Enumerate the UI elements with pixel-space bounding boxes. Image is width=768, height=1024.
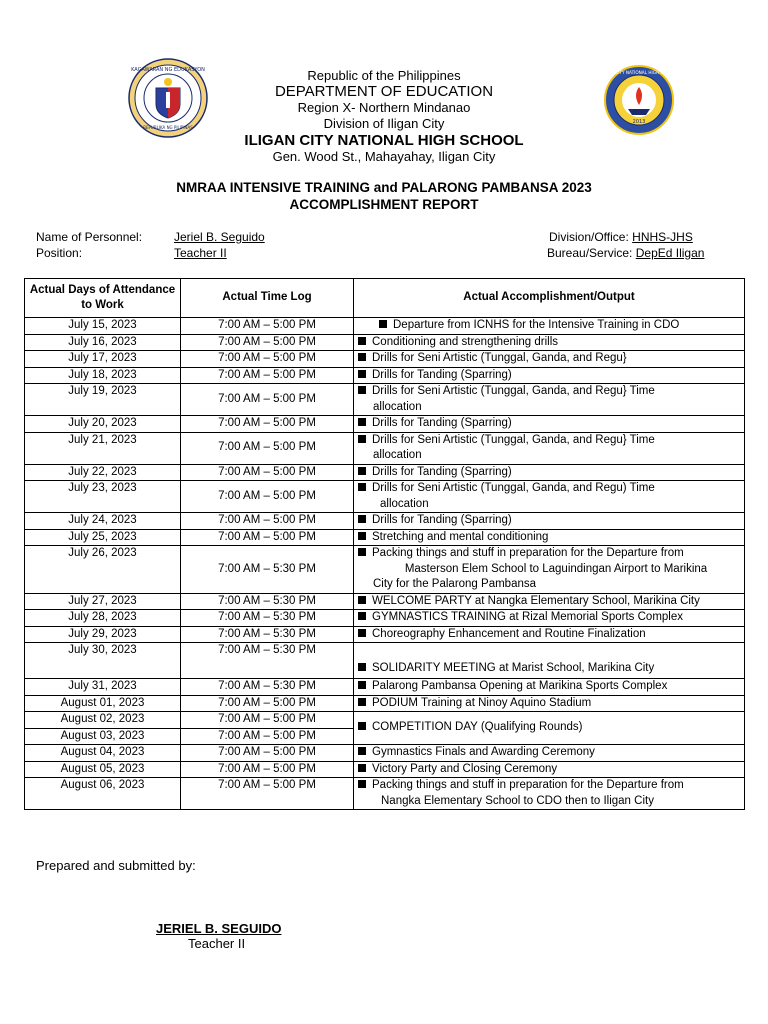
table-row <box>25 481 745 513</box>
row-date: July 18, 2023 <box>25 367 181 384</box>
department-line: DEPARTMENT OF EDUCATION <box>274 83 494 100</box>
row-time: 7:00 AM – 5:00 PM <box>181 351 354 368</box>
table-row <box>25 761 745 778</box>
bullet-icon <box>358 722 366 730</box>
row-date: July 26, 2023 <box>25 546 181 594</box>
bullet-icon <box>358 483 366 491</box>
personnel-name-label: Name of Personnel: <box>36 230 143 244</box>
row-activity: Packing things and stuff in preparation for the Departure from Masterson Elem School to Laguindingan Airport to Marikina City for the Palarong Pambansa <box>354 546 745 594</box>
bullet-icon <box>358 548 366 556</box>
row-time: 7:00 AM – 5:00 PM <box>181 513 354 530</box>
row-date: July 24, 2023 <box>25 513 181 530</box>
row-activity: Drills for Tanding (Sparring) <box>354 464 745 481</box>
row-date: July 19, 2023 <box>25 384 181 416</box>
row-activity: Drills for Seni Artistic (Tunggal, Ganda, and Regu} Time allocation <box>354 384 745 416</box>
row-date: July 15, 2023 <box>25 318 181 335</box>
row-time: 7:00 AM – 5:30 PM <box>181 643 354 679</box>
row-activity: Drills for Tanding (Sparring) <box>354 513 745 530</box>
bureau-service-value: DepEd Iligan <box>635 246 705 260</box>
row-activity: Drills for Seni Artistic (Tunggal, Ganda, and Regu) Time allocation <box>354 481 745 513</box>
row-activity: Stretching and mental conditioning <box>354 529 745 546</box>
table-row <box>25 610 745 627</box>
school-seal-text: ILIGAN CITY NATIONAL HIGH SCHOOL <box>599 70 679 75</box>
row-date: July 28, 2023 <box>25 610 181 627</box>
row-date: July 29, 2023 <box>25 626 181 643</box>
row-date: July 30, 2023 <box>25 643 181 679</box>
bullet-icon <box>358 629 366 637</box>
school-address: Gen. Wood St., Mahayahay, Iligan City <box>272 149 496 164</box>
table-row <box>25 351 745 368</box>
position-row <box>36 245 227 261</box>
row-activity: Palarong Pambansa Opening at Marikina Sports Complex <box>354 679 745 696</box>
row-time: 7:00 AM – 5:00 PM <box>181 464 354 481</box>
row-time: 7:00 AM – 5:00 PM <box>181 728 354 745</box>
row-date: August 05, 2023 <box>25 761 181 778</box>
row-activity: Drills for Tanding (Sparring) <box>354 367 745 384</box>
bullet-icon <box>358 370 366 378</box>
table-header-row <box>25 279 745 318</box>
row-time: 7:00 AM – 5:00 PM <box>181 367 354 384</box>
row-date: August 01, 2023 <box>25 695 181 712</box>
row-time: 7:00 AM – 5:30 PM <box>181 610 354 627</box>
row-date: August 03, 2023 <box>25 728 181 745</box>
row-activity: PODIUM Training at Ninoy Aquino Stadium <box>354 695 745 712</box>
row-activity: SOLIDARITY MEETING at Marist School, Marikina City <box>354 643 745 679</box>
bullet-icon <box>358 418 366 426</box>
row-date: July 23, 2023 <box>25 481 181 513</box>
row-time: 7:00 AM – 5:00 PM <box>181 778 354 810</box>
table-row <box>25 695 745 712</box>
deped-seal-subtext: REPUBLIKA NG PILIPINAS <box>143 125 193 130</box>
bullet-icon <box>358 337 366 345</box>
row-time: 7:00 AM – 5:30 PM <box>181 679 354 696</box>
bullet-icon <box>358 532 366 540</box>
table-row <box>25 745 745 762</box>
row-time: 7:00 AM – 5:00 PM <box>181 712 354 729</box>
row-time: 7:00 AM – 5:00 PM <box>181 334 354 351</box>
bullet-icon <box>358 780 366 788</box>
bullet-icon <box>358 663 366 671</box>
prepared-by-label: Prepared and submitted by: <box>36 858 196 873</box>
table-row <box>25 679 745 696</box>
division-office-row <box>549 229 693 245</box>
table-row <box>25 643 745 679</box>
accomplishment-table <box>24 278 745 810</box>
report-title-line2: ACCOMPLISHMENT REPORT <box>289 197 479 212</box>
row-activity: Drills for Tanding (Sparring) <box>354 416 745 433</box>
signer-name: JERIEL B. SEGUIDO <box>156 921 282 936</box>
table-row <box>25 384 745 416</box>
bureau-service-row <box>547 245 704 261</box>
deped-seal-text: KAGAWARAN NG EDUKASYON <box>131 67 205 73</box>
row-time: 7:00 AM – 5:00 PM <box>181 318 354 335</box>
row-activity: Gymnastics Finals and Awarding Ceremony <box>354 745 745 762</box>
bullet-icon <box>358 612 366 620</box>
report-title <box>0 179 768 213</box>
table-row <box>25 778 745 810</box>
bullet-icon <box>358 681 366 689</box>
table-row <box>25 626 745 643</box>
row-activity: GYMNASTICS TRAINING at Rizal Memorial Sports Complex <box>354 610 745 627</box>
region-line: Region X- Northern Mindanao <box>297 100 471 115</box>
row-time: 7:00 AM – 5:00 PM <box>181 416 354 433</box>
row-date: July 27, 2023 <box>25 593 181 610</box>
row-time: 7:00 AM – 5:00 PM <box>181 745 354 762</box>
table-row <box>25 432 745 464</box>
row-date: July 31, 2023 <box>25 679 181 696</box>
row-activity: Packing things and stuff in preparation for the Departure from Nangka Elementary School to CDO then to Iligan City <box>354 778 745 810</box>
row-time: 7:00 AM – 5:30 PM <box>181 626 354 643</box>
position-label: Position: <box>36 246 83 260</box>
row-activity: Departure from ICNHS for the Intensive Training in CDO <box>354 318 745 335</box>
table-row <box>25 529 745 546</box>
bureau-service-label: Bureau/Service: <box>547 246 633 260</box>
row-date: August 04, 2023 <box>25 745 181 762</box>
bullet-icon <box>358 435 366 443</box>
row-date: July 25, 2023 <box>25 529 181 546</box>
bullet-icon <box>358 596 366 604</box>
position-value: Teacher II <box>174 246 227 260</box>
report-title-line1: NMRAA INTENSIVE TRAINING and PALARONG PAMBANSA 2023 <box>176 180 592 195</box>
personnel-name-value: Jeriel B. Seguido <box>174 230 265 244</box>
row-time: 7:00 AM – 5:00 PM <box>181 384 354 416</box>
row-date: July 20, 2023 <box>25 416 181 433</box>
bullet-icon <box>358 764 366 772</box>
row-time: 7:00 AM – 5:00 PM <box>181 432 354 464</box>
school-seal-year: 2013 <box>632 119 646 125</box>
republic-line: Republic of the Philippines <box>307 68 461 83</box>
bullet-icon <box>358 386 366 394</box>
division-line: Division of Iligan City <box>323 116 445 131</box>
bullet-icon <box>358 353 366 361</box>
row-activity: WELCOME PARTY at Nangka Elementary School, Marikina City <box>354 593 745 610</box>
division-office-value: HNHS-JHS <box>632 230 693 244</box>
header-days: Actual Days of Attendance to Work <box>25 279 181 318</box>
division-office-label: Division/Office: <box>549 230 629 244</box>
row-time: 7:00 AM – 5:00 PM <box>181 481 354 513</box>
school-name: ILIGAN CITY NATIONAL HIGH SCHOOL <box>244 132 524 149</box>
row-time: 7:00 AM – 5:30 PM <box>181 546 354 594</box>
table-row <box>25 712 745 729</box>
bullet-icon <box>358 467 366 475</box>
row-time: 7:00 AM – 5:30 PM <box>181 593 354 610</box>
table-row <box>25 416 745 433</box>
personnel-name-row <box>36 229 265 245</box>
bullet-icon <box>358 747 366 755</box>
table-row <box>25 367 745 384</box>
row-time: 7:00 AM – 5:00 PM <box>181 529 354 546</box>
header-time-log: Actual Time Log <box>181 279 354 318</box>
bullet-icon <box>379 320 387 328</box>
row-date: July 21, 2023 <box>25 432 181 464</box>
row-date: August 02, 2023 <box>25 712 181 729</box>
row-activity: Drills for Seni Artistic (Tunggal, Ganda, and Regu} Time allocation <box>354 432 745 464</box>
row-activity: Drills for Seni Artistic (Tunggal, Ganda, and Regu} <box>354 351 745 368</box>
row-time: 7:00 AM – 5:00 PM <box>181 761 354 778</box>
document-header <box>0 68 768 165</box>
row-date: August 06, 2023 <box>25 778 181 810</box>
signer-position: Teacher II <box>188 936 246 951</box>
row-activity: COMPETITION DAY (Qualifying Rounds) <box>354 712 745 745</box>
table-row <box>25 334 745 351</box>
table-row <box>25 546 745 594</box>
header-accomplishment: Actual Accomplishment/Output <box>354 279 745 318</box>
row-date: July 16, 2023 <box>25 334 181 351</box>
bullet-icon <box>358 698 366 706</box>
row-activity: Choreography Enhancement and Routine Finalization <box>354 626 745 643</box>
row-activity: Conditioning and strengthening drills <box>354 334 745 351</box>
row-activity: Victory Party and Closing Ceremony <box>354 761 745 778</box>
table-row <box>25 464 745 481</box>
row-time: 7:00 AM – 5:00 PM <box>181 695 354 712</box>
bullet-icon <box>358 515 366 523</box>
row-date: July 17, 2023 <box>25 351 181 368</box>
table-row <box>25 513 745 530</box>
row-date: July 22, 2023 <box>25 464 181 481</box>
table-row <box>25 318 745 335</box>
table-row <box>25 593 745 610</box>
